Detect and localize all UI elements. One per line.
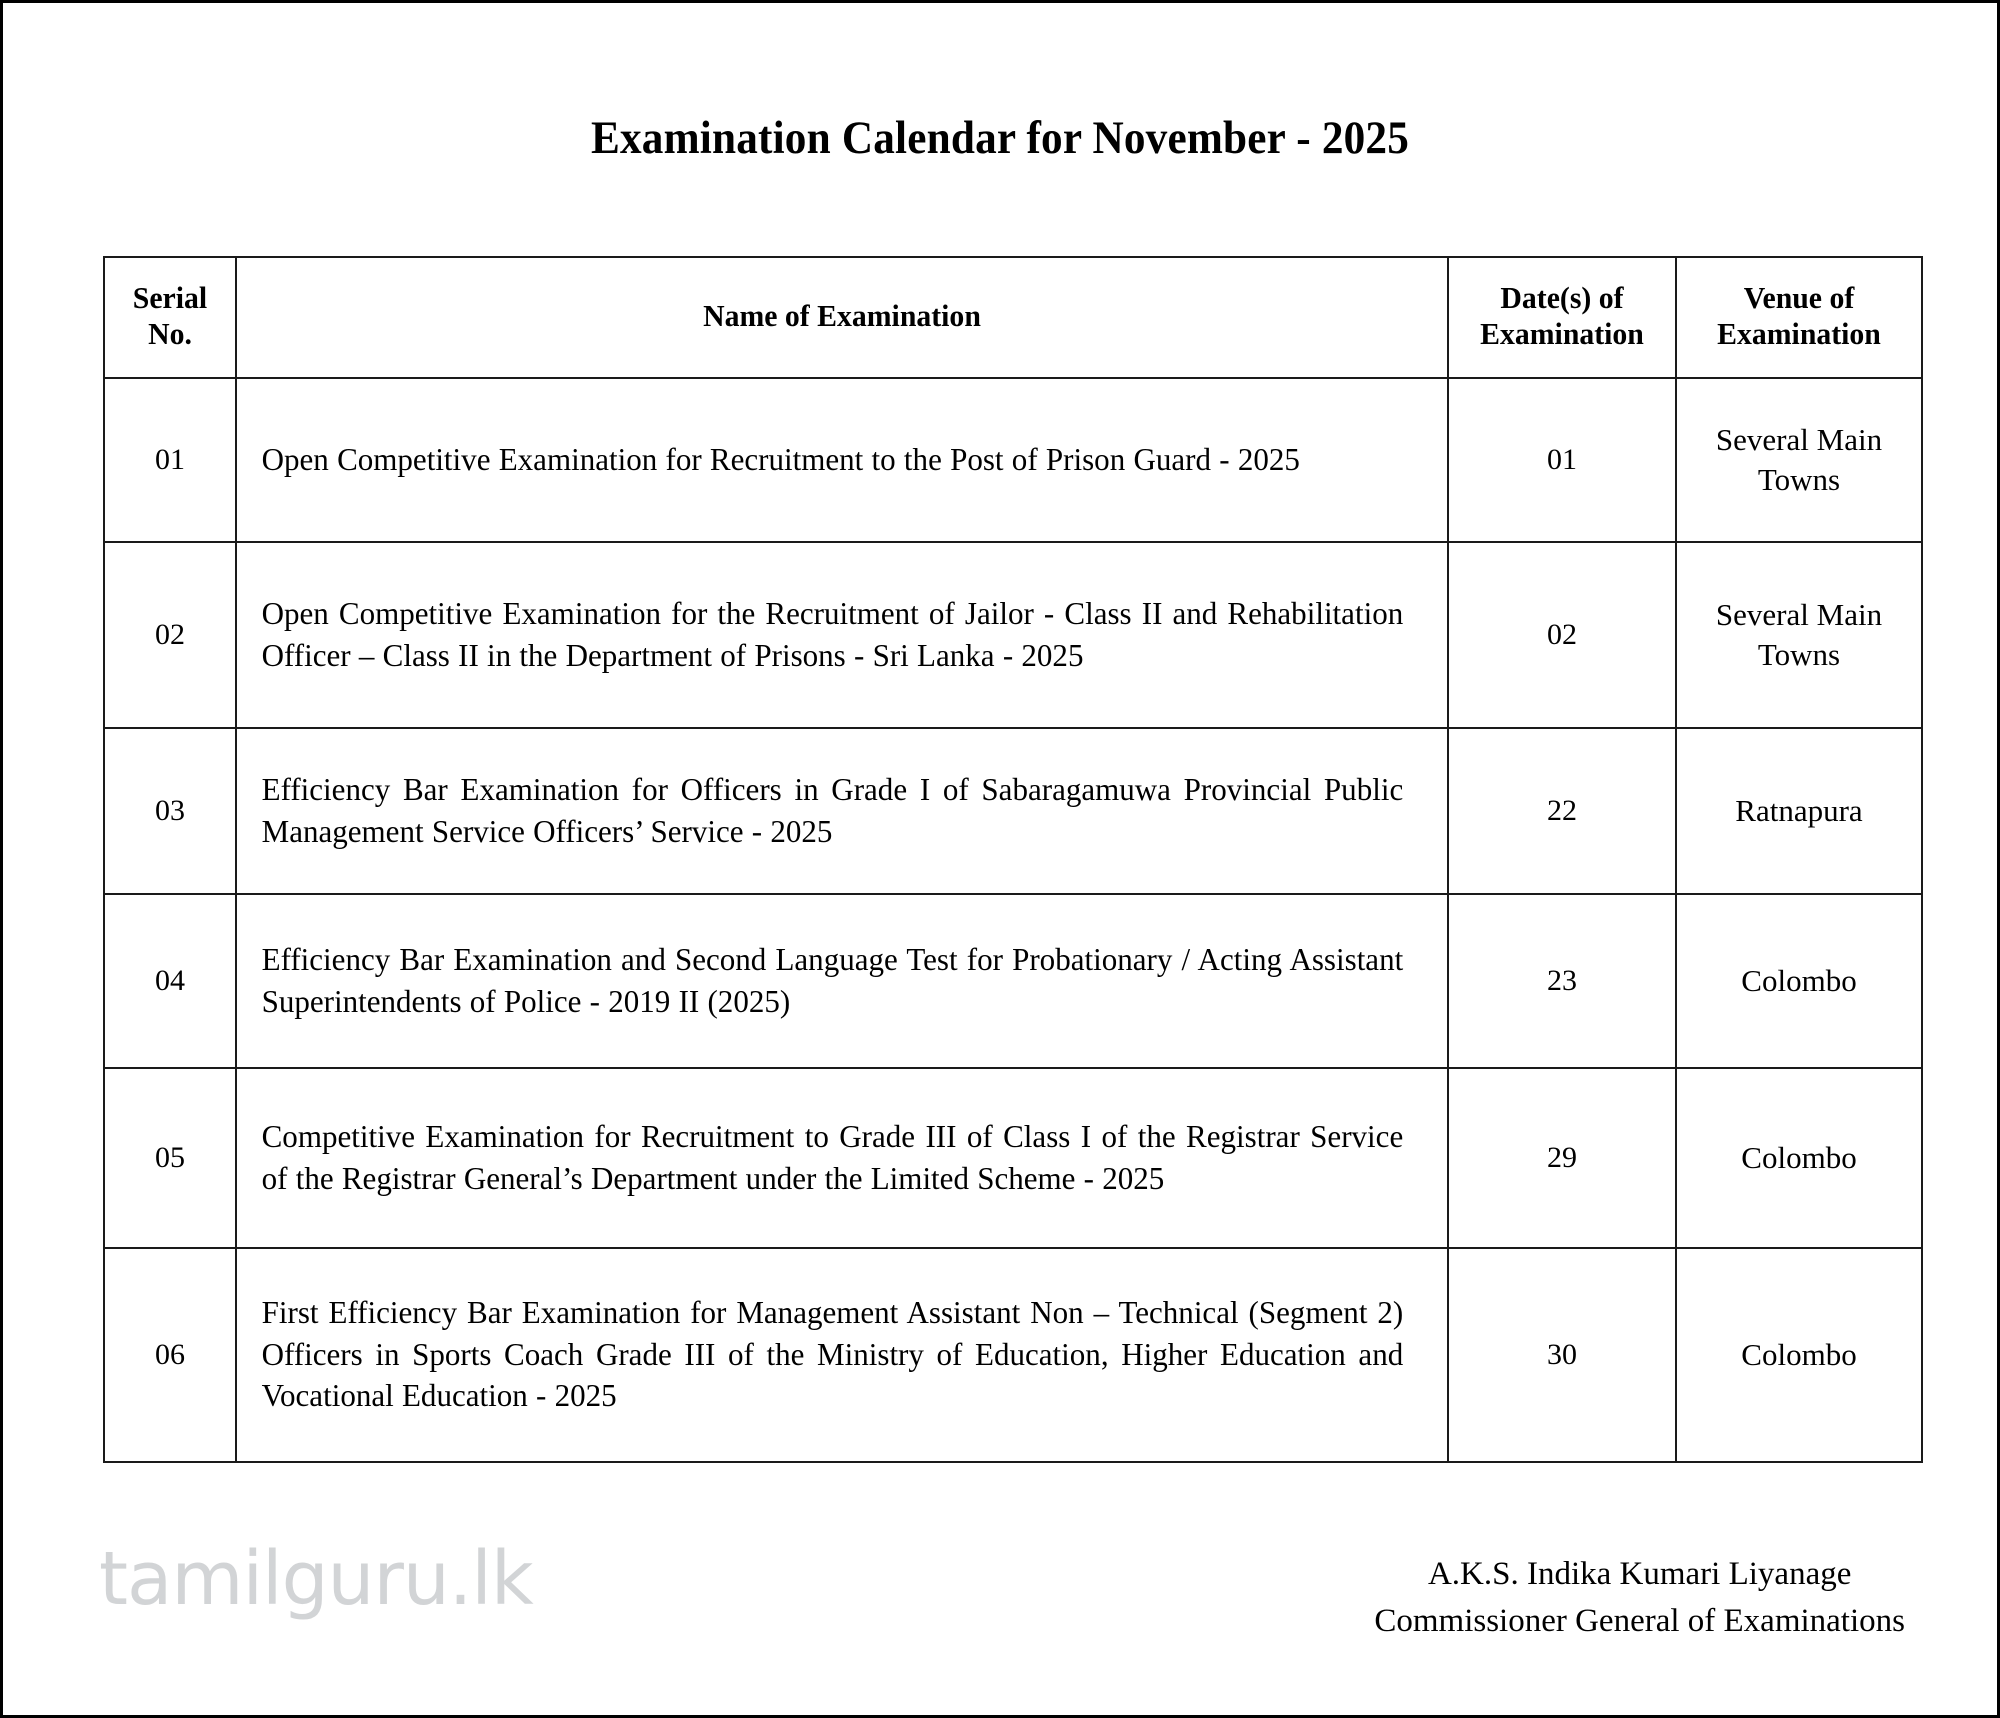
column-header-serial-line1: Serial: [132, 280, 208, 315]
cell-exam-venue: Colombo: [1676, 1248, 1922, 1462]
cell-exam-date: 23: [1448, 894, 1676, 1068]
table-row: [104, 1248, 1922, 1462]
cell-exam-name: First Efficiency Bar Examination for Management Assistant Non – Technical (Segment 2) Officers in Sports Coach Grade III of the Ministry of Education, Higher Education and Vocational Education - 2025: [236, 1248, 1430, 1462]
page-title: Examination Calendar for November - 2025: [590, 112, 1410, 164]
cell-serial-no: 06: [104, 1248, 236, 1462]
column-header-venue-line1: Venue of: [1743, 280, 1855, 315]
table-header-row: [104, 257, 1922, 378]
cell-exam-venue: Several Main Towns: [1676, 542, 1922, 728]
cell-exam-date: 29: [1448, 1068, 1676, 1248]
cell-serial-no: 05: [104, 1068, 236, 1248]
table-row: [104, 894, 1922, 1068]
cell-exam-venue: Ratnapura: [1676, 728, 1922, 894]
cell-serial-no: 02: [104, 542, 236, 728]
cell-exam-name: Efficiency Bar Examination and Second Language Test for Probationary / Acting Assistant Superintendents of Police - 2019 II (2025): [236, 894, 1430, 1068]
examination-calendar-table: [103, 256, 1923, 1463]
table-header: [104, 257, 1922, 378]
cell-exam-date: 01: [1448, 378, 1676, 542]
cell-exam-name: Open Competitive Examination for the Recruitment of Jailor - Class II and Rehabilitation Officer – Class II in the Department of Prisons - Sri Lanka - 2025: [236, 542, 1430, 728]
table-row: [104, 728, 1922, 894]
site-watermark: tamilguru.lk: [99, 1536, 533, 1622]
table-row: [104, 1068, 1922, 1248]
cell-exam-date: 30: [1448, 1248, 1676, 1462]
signatory-name: A.K.S. Indika Kumari Liyanage: [1427, 1556, 1852, 1592]
table-row: [104, 378, 1922, 542]
cell-exam-venue: Colombo: [1676, 1068, 1922, 1248]
column-header-dates-of-examination: [1453, 257, 1672, 378]
cell-exam-name: Efficiency Bar Examination for Officers in Grade I of Sabaragamuwa Provincial Public Management Service Officers’ Service - 2025: [236, 728, 1430, 894]
cell-serial-no: 01: [104, 378, 236, 542]
column-header-venue-of-examination: [1681, 257, 1917, 378]
signatory-title: Commissioner General of Examinations: [1374, 1602, 1905, 1639]
column-header-name-of-examination: Name of Examination: [260, 257, 1424, 378]
column-header-date-line1: Date(s) of: [1500, 280, 1624, 315]
cell-serial-no: 04: [104, 894, 236, 1068]
column-header-date-line2: Examination: [1480, 316, 1644, 352]
cell-exam-date: 02: [1448, 542, 1676, 728]
cell-exam-name: Competitive Examination for Recruitment to Grade III of Class I of the Registrar Service of the Registrar General’s Department under the Limited Scheme - 2025: [236, 1068, 1430, 1248]
cell-exam-venue: Colombo: [1676, 894, 1922, 1068]
cell-exam-venue: Several Main Towns: [1676, 378, 1922, 542]
table-body: [104, 378, 1922, 1462]
table-row: [104, 542, 1922, 728]
column-header-serial-no: [107, 257, 234, 378]
cell-exam-name: Open Competitive Examination for Recruitment to the Post of Prison Guard - 2025: [236, 378, 1430, 542]
cell-serial-no: 03: [104, 728, 236, 894]
column-header-venue-line2: Examination: [1717, 316, 1881, 352]
cell-exam-date: 22: [1448, 728, 1676, 894]
column-header-serial-line2: No.: [148, 316, 192, 352]
signature-block: [1374, 1551, 1905, 1645]
